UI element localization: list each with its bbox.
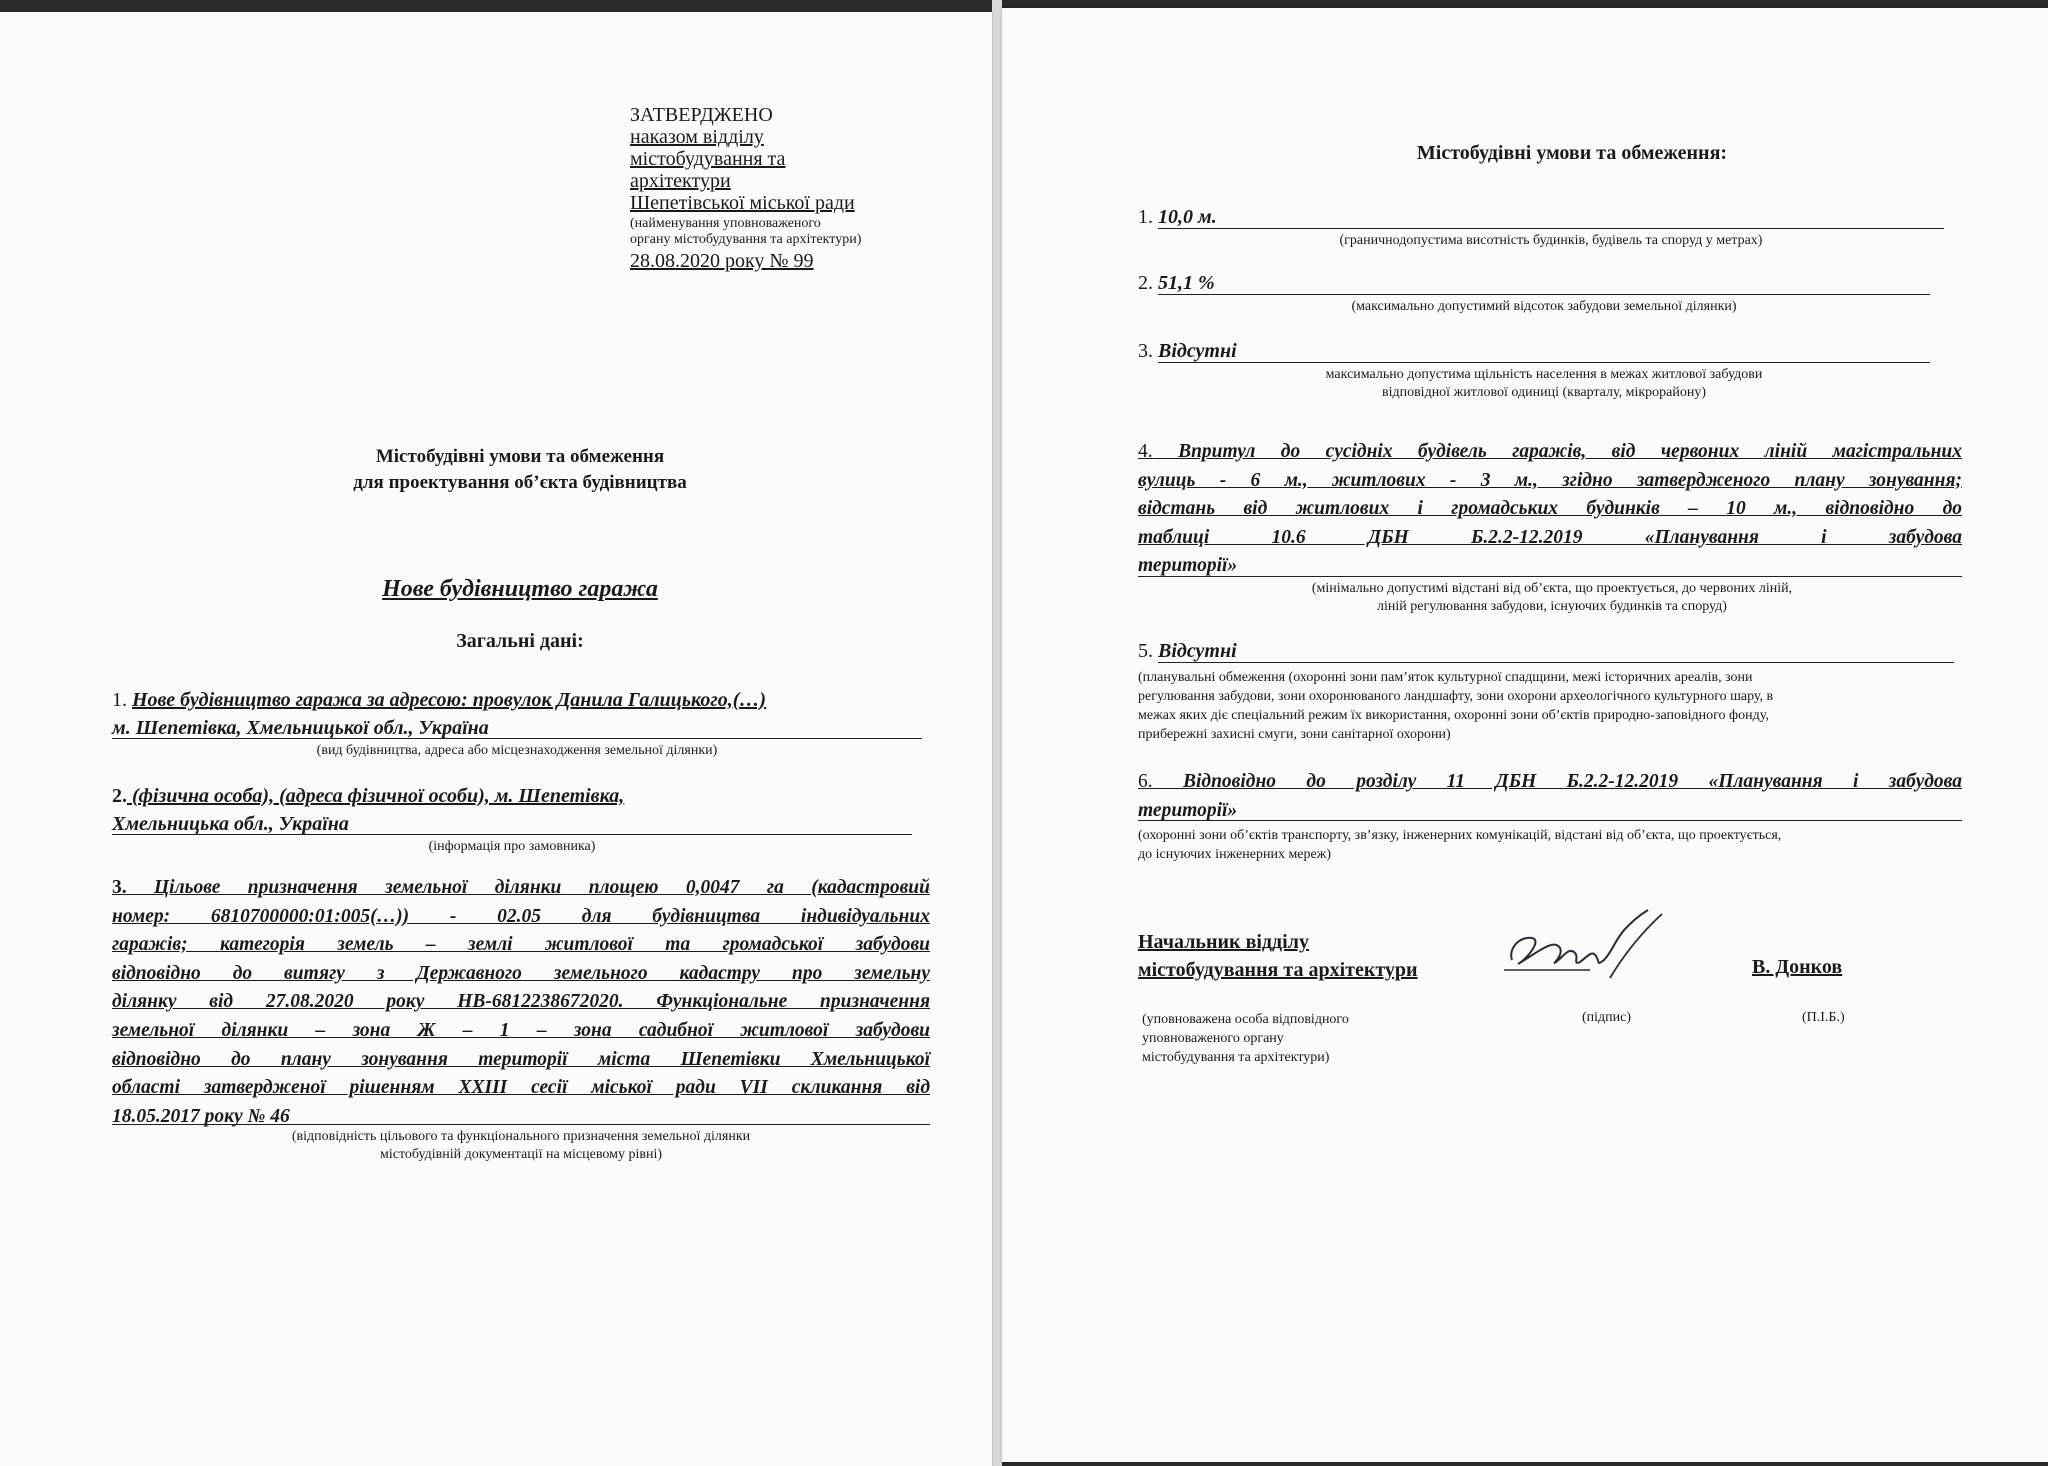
approval-note: органу містобудування та архітектури) [630, 232, 862, 247]
page-gutter [992, 0, 1002, 1466]
approval-line: містобудування та [630, 148, 786, 170]
condition-6 [1138, 768, 1962, 825]
item-caption-line: (мінімально допустимі відстані від об’єкта, що проектується, до червоних ліній, [1311, 581, 1793, 596]
item-caption-line: відповідної житлової одиниці (кварталу, мікрорайону) [1381, 385, 1707, 400]
item-text: відповідно до плану зонування території міста Шепетівки Хмельницької [112, 1048, 930, 1070]
underline [112, 1124, 930, 1125]
item-caption-line: максимально допустима щільність населення в межах житлової забудови [1325, 367, 1763, 382]
signature-caption: (підпис) [1582, 1010, 1632, 1025]
document-page-right [1002, 8, 2048, 1462]
item-caption [1202, 580, 1902, 616]
underline [1138, 820, 1962, 821]
item-text: гаражів; категорія земель – землі житлової та громадської забудови [112, 934, 930, 956]
item-text: території» [1138, 799, 1238, 821]
item-text: м. Шепетівка, Хмельницької обл., Україна [112, 717, 489, 739]
main-title-line: для проектування об’єкта будівництва [353, 472, 687, 493]
underline [1138, 576, 1962, 577]
item-value: 10,0 м. [1153, 206, 1217, 228]
name-caption: (П.І.Б.) [1802, 1010, 1845, 1025]
signatory-position [1138, 928, 1418, 984]
approval-date-number: 28.08.2020 року № 99 [630, 250, 814, 272]
object-name: Нове будівництво гаража [382, 576, 658, 602]
item-caption-line: (охоронні зони об’єктів транспорту, зв’язку, інженерних комунікацій, відстані від об’єкта, що проектується, [1138, 828, 1782, 843]
item-caption-line: прибережні захисні смуги, зони санітарної охорони) [1138, 727, 1451, 742]
item-caption-line: ліній регулювання забудови, існуючих будинків та споруд) [1377, 599, 1727, 614]
underline [1158, 294, 1930, 295]
item-caption-line: межах яких діє спеціальний режим їх використання, охоронні зони об’єктів природно-заповідного фонду, [1138, 708, 1769, 723]
item-text: Хмельницька обл., Україна [112, 813, 349, 835]
item-text: вулиць - 6 м., житлових - 3 м., згідно затвердженого плану зонування; [1138, 469, 1962, 491]
general-heading: Загальні дані: [456, 630, 584, 652]
item-text: відповідно до витягу з Державного земельного кадастру про земельну [112, 962, 930, 984]
document-page-left [0, 12, 992, 1466]
caption-line: уповноваженого органу [1142, 1031, 1284, 1046]
item-number: 3. [1138, 340, 1153, 362]
item-caption [112, 1128, 930, 1164]
item-number: 2. [112, 785, 127, 807]
general-item-2 [112, 782, 942, 838]
condition-2 [1138, 272, 1215, 295]
item-caption-line: до існуючих інженерних мереж) [1138, 847, 1332, 862]
underline [112, 834, 912, 835]
item-text: території» [1138, 555, 1238, 577]
item-caption-line: (відповідність цільового та функціонального призначення земельної ділянки [291, 1129, 751, 1144]
approval-line: Шепетівської міської ради [630, 192, 855, 214]
underline [112, 738, 922, 739]
item-text: номер: 6810700000:01:005(…)) - 02.05 для будівництва індивідуальних [112, 905, 930, 927]
item-text: Впритул до сусідніх будівель гаражів, від червоних ліній магістральних [1178, 441, 1963, 462]
general-item-3 [112, 874, 930, 1131]
item-text: ділянку від 27.08.2020 року НВ-6812238672020. Функціональне призначення [112, 991, 930, 1013]
approval-note: (найменування уповноваженого [630, 216, 821, 231]
item-number: 1. [112, 689, 127, 711]
item-value: Відсутні [1153, 340, 1237, 362]
handwritten-signature [1498, 908, 1678, 988]
general-item-1 [112, 686, 942, 742]
caption-line: містобудування та архітектури) [1142, 1050, 1330, 1065]
signatory-position-line: містобудування та архітектури [1138, 959, 1418, 981]
condition-3 [1138, 340, 1237, 363]
item-caption-line: (планувальні обмеження (охоронні зони пам’яток культурної спадщини, межі історичних ареалів, зони [1138, 670, 1753, 685]
item-text: Відповідно до розділу 11 ДБН Б.2.2-12.2019 «Планування і забудова [1182, 771, 1962, 792]
right-title: Містобудівні умови та обмеження: [1416, 142, 1728, 164]
approval-block [630, 104, 861, 272]
item-caption-line: містобудівній документації на місцевому рівні) [379, 1147, 662, 1162]
item-number: 3. [112, 877, 127, 898]
item-text: (фізична особа), (адреса фізичної особи), м. Шепетівка, [127, 785, 625, 807]
item-text: області затвердженої рішенням XXIII сесії міської ради VII скликання від [112, 1077, 930, 1099]
item-caption [1138, 668, 1968, 744]
underline [1158, 228, 1944, 229]
main-title-line: Містобудівні умови та обмеження [375, 446, 665, 467]
item-caption: (вид будівництва, адреса або місцезнаходження земельної ділянки) [316, 743, 718, 758]
item-text: Цільове призначення земельної ділянки площею 0,0047 га (кадастровий [126, 877, 930, 898]
underline [1158, 362, 1930, 363]
item-number: 1. [1138, 206, 1153, 228]
signatory-position-line: Начальник відділу [1138, 931, 1309, 953]
underline [1158, 662, 1954, 663]
item-text: 18.05.2017 року № 46 [112, 1105, 290, 1127]
approval-title: ЗАТВЕРДЖЕНО [630, 104, 773, 126]
item-number: 6. [1138, 771, 1153, 792]
item-caption: (граничнодопустима висотність будинків, будівель та споруд у метрах) [1339, 233, 1763, 248]
item-text: Нове будівництво гаража за адресою: провулок Данила Галицького,(…) [132, 689, 767, 711]
caption-line: (уповноважена особа відповідного [1142, 1012, 1349, 1027]
main-title [250, 444, 790, 496]
item-text: відстань від житлових і громадських будинків – 10 м., відповідно до [1138, 498, 1962, 520]
approval-line: архітектури [630, 170, 731, 192]
item-caption-line: регулювання забудови, зони охоронюваного ландшафту, зони охорони археологічного культурного шару, в [1138, 689, 1774, 704]
item-caption [1158, 366, 1930, 402]
item-value: Відсутні [1158, 640, 1237, 662]
item-caption [1138, 826, 1968, 864]
item-text: таблиці 10.6 ДБН Б.2.2-12.2019 «Планування і забудова [1138, 526, 1962, 548]
item-value: 51,1 % [1153, 272, 1215, 294]
item-caption: (інформація про замовника) [428, 839, 596, 854]
condition-1 [1138, 206, 1217, 229]
item-text: земельної ділянки – зона Ж – 1 – зона садибної житлової забудови [112, 1019, 930, 1041]
item-number: 5. [1138, 640, 1153, 662]
item-number: 2. [1138, 272, 1153, 294]
signatory-name: В. Донков [1752, 956, 1843, 978]
item-caption: (максимально допустимий відсоток забудови земельної ділянки) [1351, 299, 1737, 314]
signatory-role-caption [1142, 1010, 1349, 1067]
condition-4 [1138, 438, 1962, 581]
item-number: 4. [1138, 441, 1153, 462]
condition-5 [1138, 640, 1237, 663]
approval-line: наказом відділу [630, 126, 764, 148]
